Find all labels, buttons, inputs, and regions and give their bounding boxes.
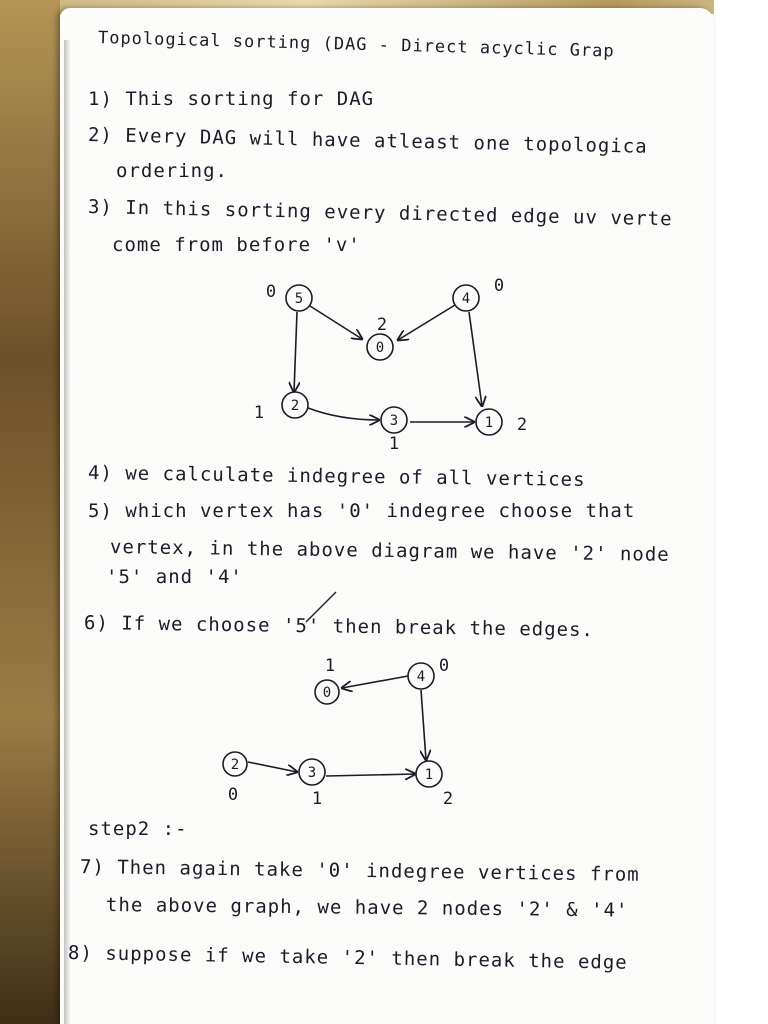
note-line-3-cont: come from before 'v' — [112, 234, 361, 256]
graph1-node-4-label: 4 — [461, 291, 471, 307]
note-line-2-cont: ordering. — [116, 160, 228, 182]
graph1-node-1-label: 1 — [484, 415, 494, 431]
graph2-edge-4-1 — [421, 690, 426, 760]
graph2-indegree-1: 2 — [442, 789, 454, 809]
note-line-3: 3) In this sorting every directed edge uv verte — [87, 196, 673, 231]
graph2-indegree-0: 1 — [324, 656, 336, 676]
note-line-7-cont: the above graph, we have 2 nodes '2' & '4' — [105, 894, 629, 922]
graph2-node-2-label: 2 — [230, 757, 240, 773]
note-line-7: 7) Then again take '0' indegree vertices from — [79, 856, 640, 886]
graph2-indegree-3: 1 — [311, 789, 323, 809]
graph1-edge-2-3 — [308, 408, 379, 420]
graph2-node-4-label: 4 — [416, 669, 426, 685]
graph1-indegree-4: 0 — [493, 276, 505, 296]
graph1-indegree-3: 1 — [388, 434, 400, 454]
note-line-8: 8) suppose if we take '2' then break the edge — [67, 942, 628, 974]
graph2-edge-4-0 — [342, 676, 408, 688]
graph1-indegree-2: 1 — [253, 403, 265, 423]
note-line-5-cont-2: '5' and '4' — [106, 566, 243, 588]
step-2-heading: step2 :- — [88, 818, 188, 840]
page-title: Topological sorting (DAG - Direct acyclic Grap — [97, 28, 615, 62]
graph1-edge-5-0 — [310, 306, 362, 339]
graph1-node-3-label: 3 — [389, 413, 399, 429]
graph1-indegree-0: 2 — [376, 315, 388, 335]
graph1-edge-5-2 — [294, 312, 297, 392]
graph1-node-0-label: 0 — [375, 340, 385, 356]
graph1-node-5-label: 5 — [294, 291, 304, 307]
graph2-indegree-4: 0 — [438, 656, 450, 676]
graph1-node-2-label: 2 — [290, 398, 300, 414]
graph2-node-3-label: 3 — [307, 765, 317, 781]
graph1-indegree-5: 0 — [265, 282, 277, 302]
graph2-node-1-label: 1 — [424, 767, 434, 783]
graph2-edge-3-1 — [326, 774, 415, 776]
graph1-indegree-1: 2 — [516, 415, 528, 435]
note-line-2: 2) Every DAG will have atleast one topologica — [87, 124, 648, 158]
note-line-6: 6) If we choose '5' then break the edges. — [83, 612, 595, 642]
note-line-1: 1) This sorting for DAG — [88, 88, 375, 110]
graph2-edge-2-3 — [248, 762, 297, 772]
graph1-edge-4-1 — [469, 312, 482, 406]
graph1-edge-4-0 — [398, 305, 455, 340]
note-line-4: 4) we calculate indegree of all vertices — [87, 462, 586, 491]
note-line-5: 5) which vertex has '0' indegree choose that — [88, 500, 636, 522]
graph2-indegree-2: 0 — [227, 785, 239, 805]
note-line-5-cont: vertex, in the above diagram we have '2' node — [109, 536, 670, 566]
graph2-node-0-label: 0 — [322, 685, 332, 701]
